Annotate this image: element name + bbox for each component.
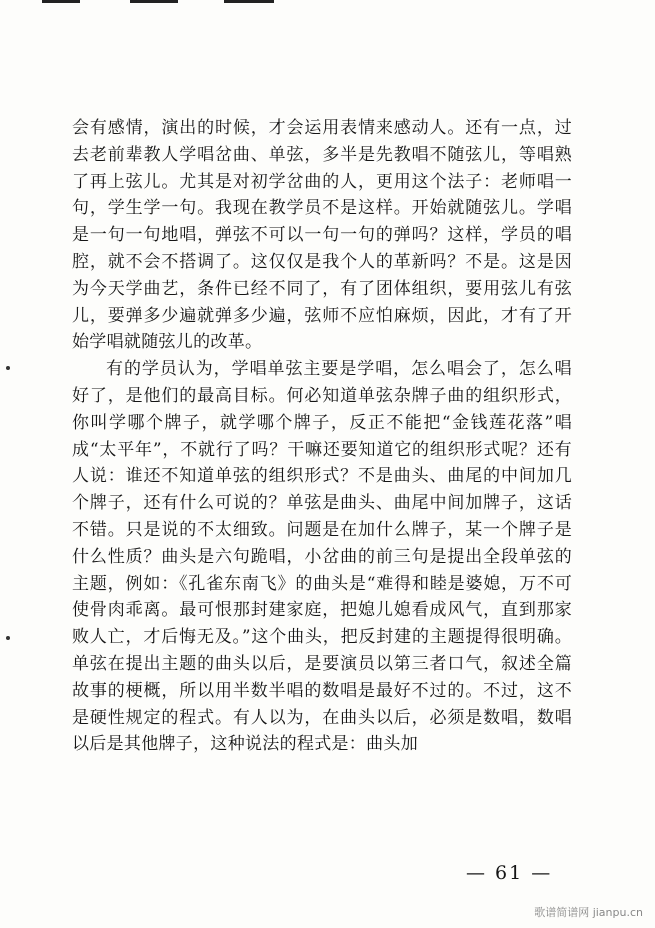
scan-edge-mark xyxy=(42,0,80,3)
scan-edge-mark xyxy=(224,0,274,3)
page-number: — 61 — xyxy=(466,862,553,884)
margin-speck xyxy=(6,636,10,640)
scan-edge-mark xyxy=(130,0,178,3)
body-text xyxy=(72,115,572,758)
paragraph-2: 有的学员认为，学唱单弦主要是学唱，怎么唱会了，怎么唱好了，是他们的最高目标。何必知道单弦杂牌子曲的组织形式，你叫学哪个牌子，就学哪个牌子，反正不能把“金钱莲花落”唱成“太平年”，不就行了吗？干嘛还要知道它的组织形式呢？还有人说：谁还不知道单弦的组织形式？不是曲头、曲尾的中间加几个牌子，还有什么可说的？单弦是曲头、曲尾中间加牌子，这话不错。只是说的不太细致。问题是在加什么牌子，某一个牌子是什么性质？曲头是六句跪唱，小岔曲的前三句是提出全段单弦的主题，例如：《孔雀东南飞》的曲头是“难得和睦是婆媳，万不可使骨肉乖离。最可恨那封建家庭，把媳儿媳看成风气，直到那家败人亡，才后悔无及。”这个曲头，把反封建的主题提得很明确。单弦在提出主题的曲头以后，是要演员以第三者口气，叙述全篇故事的梗概，所以用半数半唱的数唱是最好不过的。不过，这不是硬性规定的程式。有人以为，在曲头以后，必须是数唱，数唱以后是其他牌子，这种说法的程式是：曲头加 xyxy=(72,359,572,755)
margin-speck xyxy=(6,366,10,370)
paragraph-1: 会有感情，演出的时候，才会运用表情来感动人。还有一点，过去老前辈教人学唱岔曲、单弦，多半是先教唱不随弦儿，等唱熟了再上弦儿。尤其是对初学岔曲的人，更用这个法子：老师唱一句，学生学一句。我现在教学员不是这样。开始就随弦儿。学唱是一句一句地唱，弹弦不可以一句一句的弹吗？这样，学员的唱腔，就不会不搭调了。这仅仅是我个人的革新吗？不是。这是因为今天学曲艺，条件已经不同了，有了团体组织，要用弦儿有弦儿，要弹多少遍就弹多少遍，弦师不应怕麻烦，因此，才有了开始学唱就随弦儿的改革。 xyxy=(72,118,572,353)
site-watermark: 歌谱简谱网 jianpu.cn xyxy=(534,906,643,919)
